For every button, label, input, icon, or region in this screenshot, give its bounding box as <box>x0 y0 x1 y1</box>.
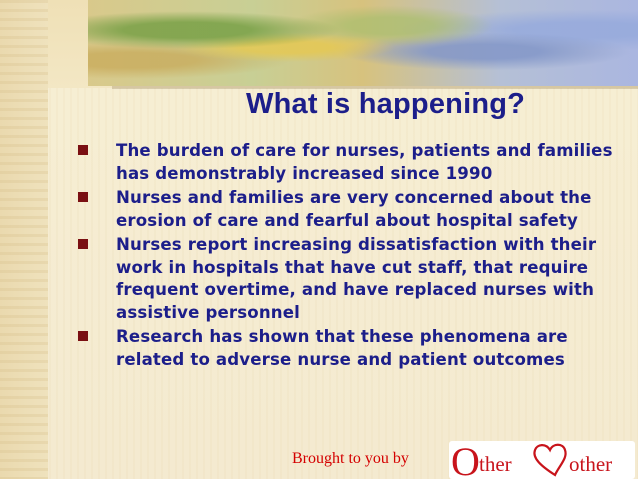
heart-icon <box>534 445 565 475</box>
square-bullet-icon <box>78 331 88 341</box>
bullet-text: Research has shown that these phenomena are related to adverse nurse and patient outcomes <box>116 327 568 369</box>
logo-graphic <box>449 441 635 479</box>
slide-title: What is happening? <box>246 88 526 120</box>
bullet-item <box>78 187 618 232</box>
logo-word-other: other <box>569 452 613 476</box>
bullet-text: Nurses and families are very concerned about the erosion of care and fearful about hospital safety <box>116 188 592 230</box>
square-bullet-icon <box>78 192 88 202</box>
square-bullet-icon <box>78 145 88 155</box>
square-bullet-icon <box>78 239 88 249</box>
bullet-item <box>78 326 618 371</box>
bullet-item <box>78 140 618 185</box>
brought-to-you-by-text: Brought to you by <box>292 450 409 467</box>
logo-word-ther: ther <box>479 452 512 476</box>
left-decorative-strip <box>0 0 48 479</box>
other-mother-logo[interactable] <box>449 441 635 479</box>
bullet-text: The burden of care for nurses, patients and families has demonstrably increased since 1990 <box>116 141 613 183</box>
floral-banner-image <box>88 0 638 86</box>
bullet-list <box>78 140 618 373</box>
bullet-item <box>78 234 618 324</box>
bullet-text: Nurses report increasing dissatisfaction with their work in hospitals that have cut staff, that require frequent overtime, and have replaced nurses with assistive personnel <box>116 235 597 322</box>
logo-letter-o: O <box>451 441 480 479</box>
